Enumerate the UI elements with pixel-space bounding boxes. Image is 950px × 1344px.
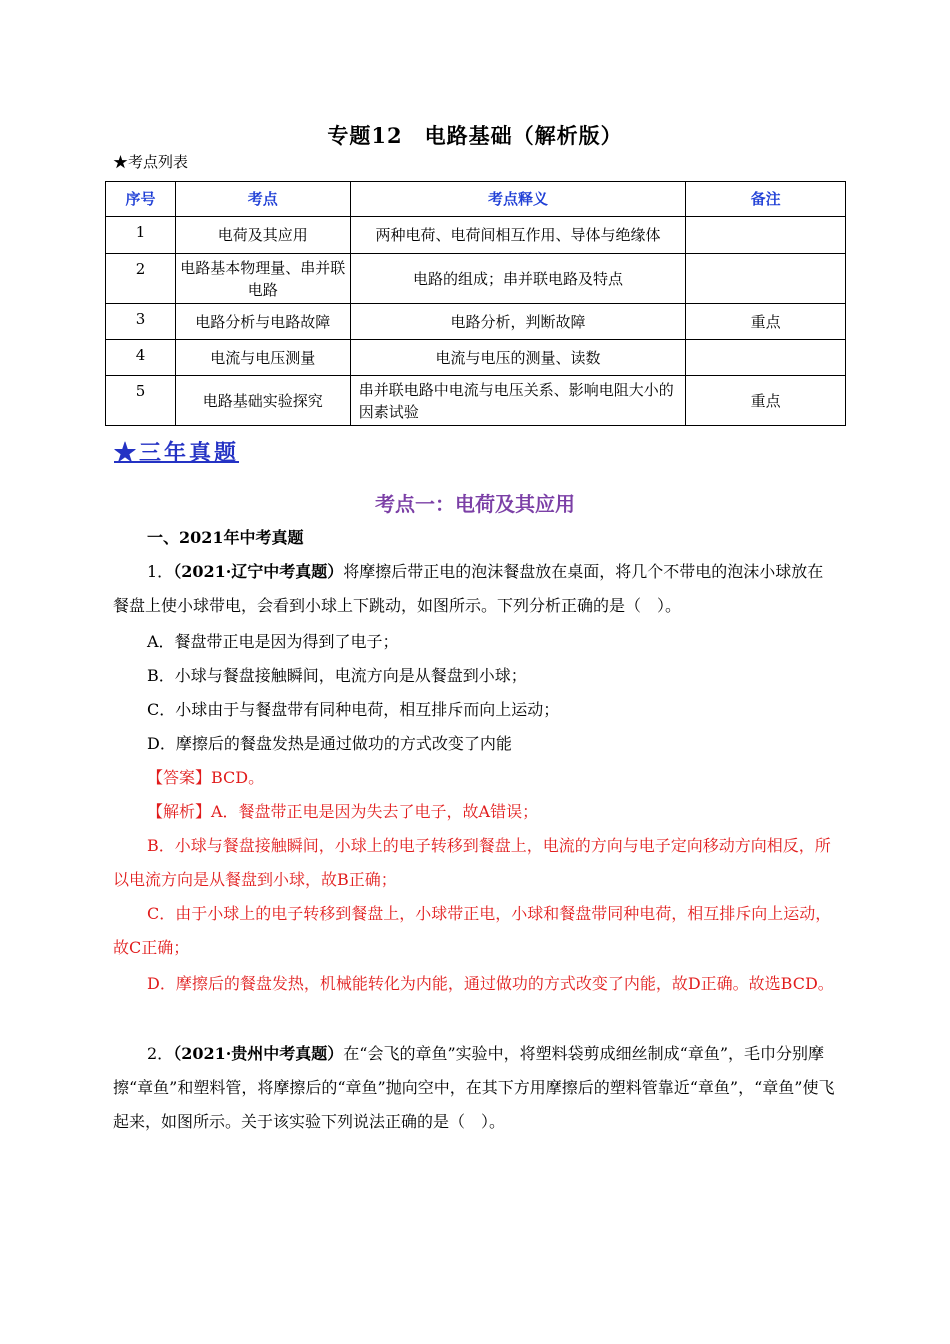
- question-1-source: （2021·辽宁中考真题）: [173, 562, 344, 581]
- cell-num: 5: [106, 376, 176, 426]
- topic-list-label: ★考点列表: [113, 153, 189, 171]
- cell-topic: 电路基础实验探究: [175, 376, 350, 426]
- analysis-c: C．由于小球上的电子转移到餐盘上，小球带正电，小球和餐盘带同种电荷，相互排斥向上运动，故C正确；: [113, 904, 832, 957]
- cell-num: 4: [106, 340, 176, 376]
- table-row: [106, 340, 846, 376]
- question-2-stem: 在“会飞的章鱼”实验中，将塑料袋剪成细丝制成“章鱼”，毛巾分别摩擦“章鱼”和塑料管，将摩擦后的“章鱼”抛向空中，在其下方用摩擦后的塑料管靠近“章鱼”，“章鱼”使飞起来，如图所示。关于该实验下列说法正确的是（ ）。: [113, 1044, 835, 1131]
- cell-desc: 电路分析，判断故障: [350, 304, 686, 340]
- page-title: 专题12 电路基础（解析版）: [327, 123, 623, 148]
- table-row: [106, 217, 846, 254]
- question-1: [113, 555, 837, 623]
- analysis-b: B．小球与餐盘接触瞬间，小球上的电子转移到餐盘上，电流的方向与电子定向移动方向相反，所以电流方向是从餐盘到小球，故B正确；: [113, 836, 831, 889]
- three-year-heading: ★三年真题: [114, 440, 240, 466]
- cell-desc: 串并联电路中电流与电压关系、影响电阻大小的因素试验: [350, 376, 686, 426]
- section-title: 考点一：电荷及其应用: [375, 492, 575, 516]
- cell-note: 重点: [686, 304, 846, 340]
- table-row: [106, 304, 846, 340]
- cell-note: [686, 340, 846, 376]
- cell-num: 3: [106, 304, 176, 340]
- header-topic: 考点: [175, 182, 350, 217]
- cell-note: [686, 217, 846, 254]
- header-desc: 考点释义: [350, 182, 686, 217]
- analysis-d: D．摩擦后的餐盘发热，机械能转化为内能，通过做功的方式改变了内能，故D正确。故选BCD。: [147, 974, 834, 993]
- question-2: [113, 1037, 837, 1139]
- question-1-stem: 将摩擦后带正电的泡沫餐盘放在桌面，将几个不带电的泡沫小球放在餐盘上使小球带电，会看到小球上下跳动，如图所示。下列分析正确的是（ ）。: [113, 562, 824, 615]
- table-row: [106, 376, 846, 426]
- cell-topic: 电流与电压测量: [175, 340, 350, 376]
- cell-num: 1: [106, 217, 176, 254]
- question-1-number: 1．: [147, 562, 174, 581]
- header-note: 备注: [686, 182, 846, 217]
- question-2-number: 2．: [147, 1044, 174, 1063]
- cell-desc: 两种电荷、电荷间相互作用、导体与绝缘体: [350, 217, 686, 254]
- option-c: C．小球由于与餐盘带有同种电荷，相互排斥而向上运动；: [147, 700, 560, 719]
- analysis-a: 【解析】A．餐盘带正电是因为失去了电子，故A错误；: [147, 802, 539, 821]
- cell-note: [686, 254, 846, 304]
- subsection-heading: 一、2021年中考真题: [147, 528, 304, 547]
- table-row: [106, 254, 846, 304]
- header-num: 序号: [106, 182, 176, 217]
- option-d: D．摩擦后的餐盘发热是通过做功的方式改变了内能: [147, 734, 512, 753]
- answer: 【答案】BCD。: [147, 768, 265, 787]
- cell-desc: 电路的组成；串并联电路及特点: [350, 254, 686, 304]
- topic-table: [105, 181, 846, 426]
- cell-topic: 电荷及其应用: [175, 217, 350, 254]
- option-a: A．餐盘带正电是因为得到了电子；: [147, 632, 399, 651]
- cell-num: 2: [106, 254, 176, 304]
- cell-note: 重点: [686, 376, 846, 426]
- cell-topic: 电路基本物理量、串并联电路: [175, 254, 350, 304]
- option-b: B．小球与餐盘接触瞬间，电流方向是从餐盘到小球；: [147, 666, 527, 685]
- table-header-row: [106, 182, 846, 217]
- cell-topic: 电路分析与电路故障: [175, 304, 350, 340]
- cell-desc: 电流与电压的测量、读数: [350, 340, 686, 376]
- question-2-source: （2021·贵州中考真题）: [173, 1044, 344, 1063]
